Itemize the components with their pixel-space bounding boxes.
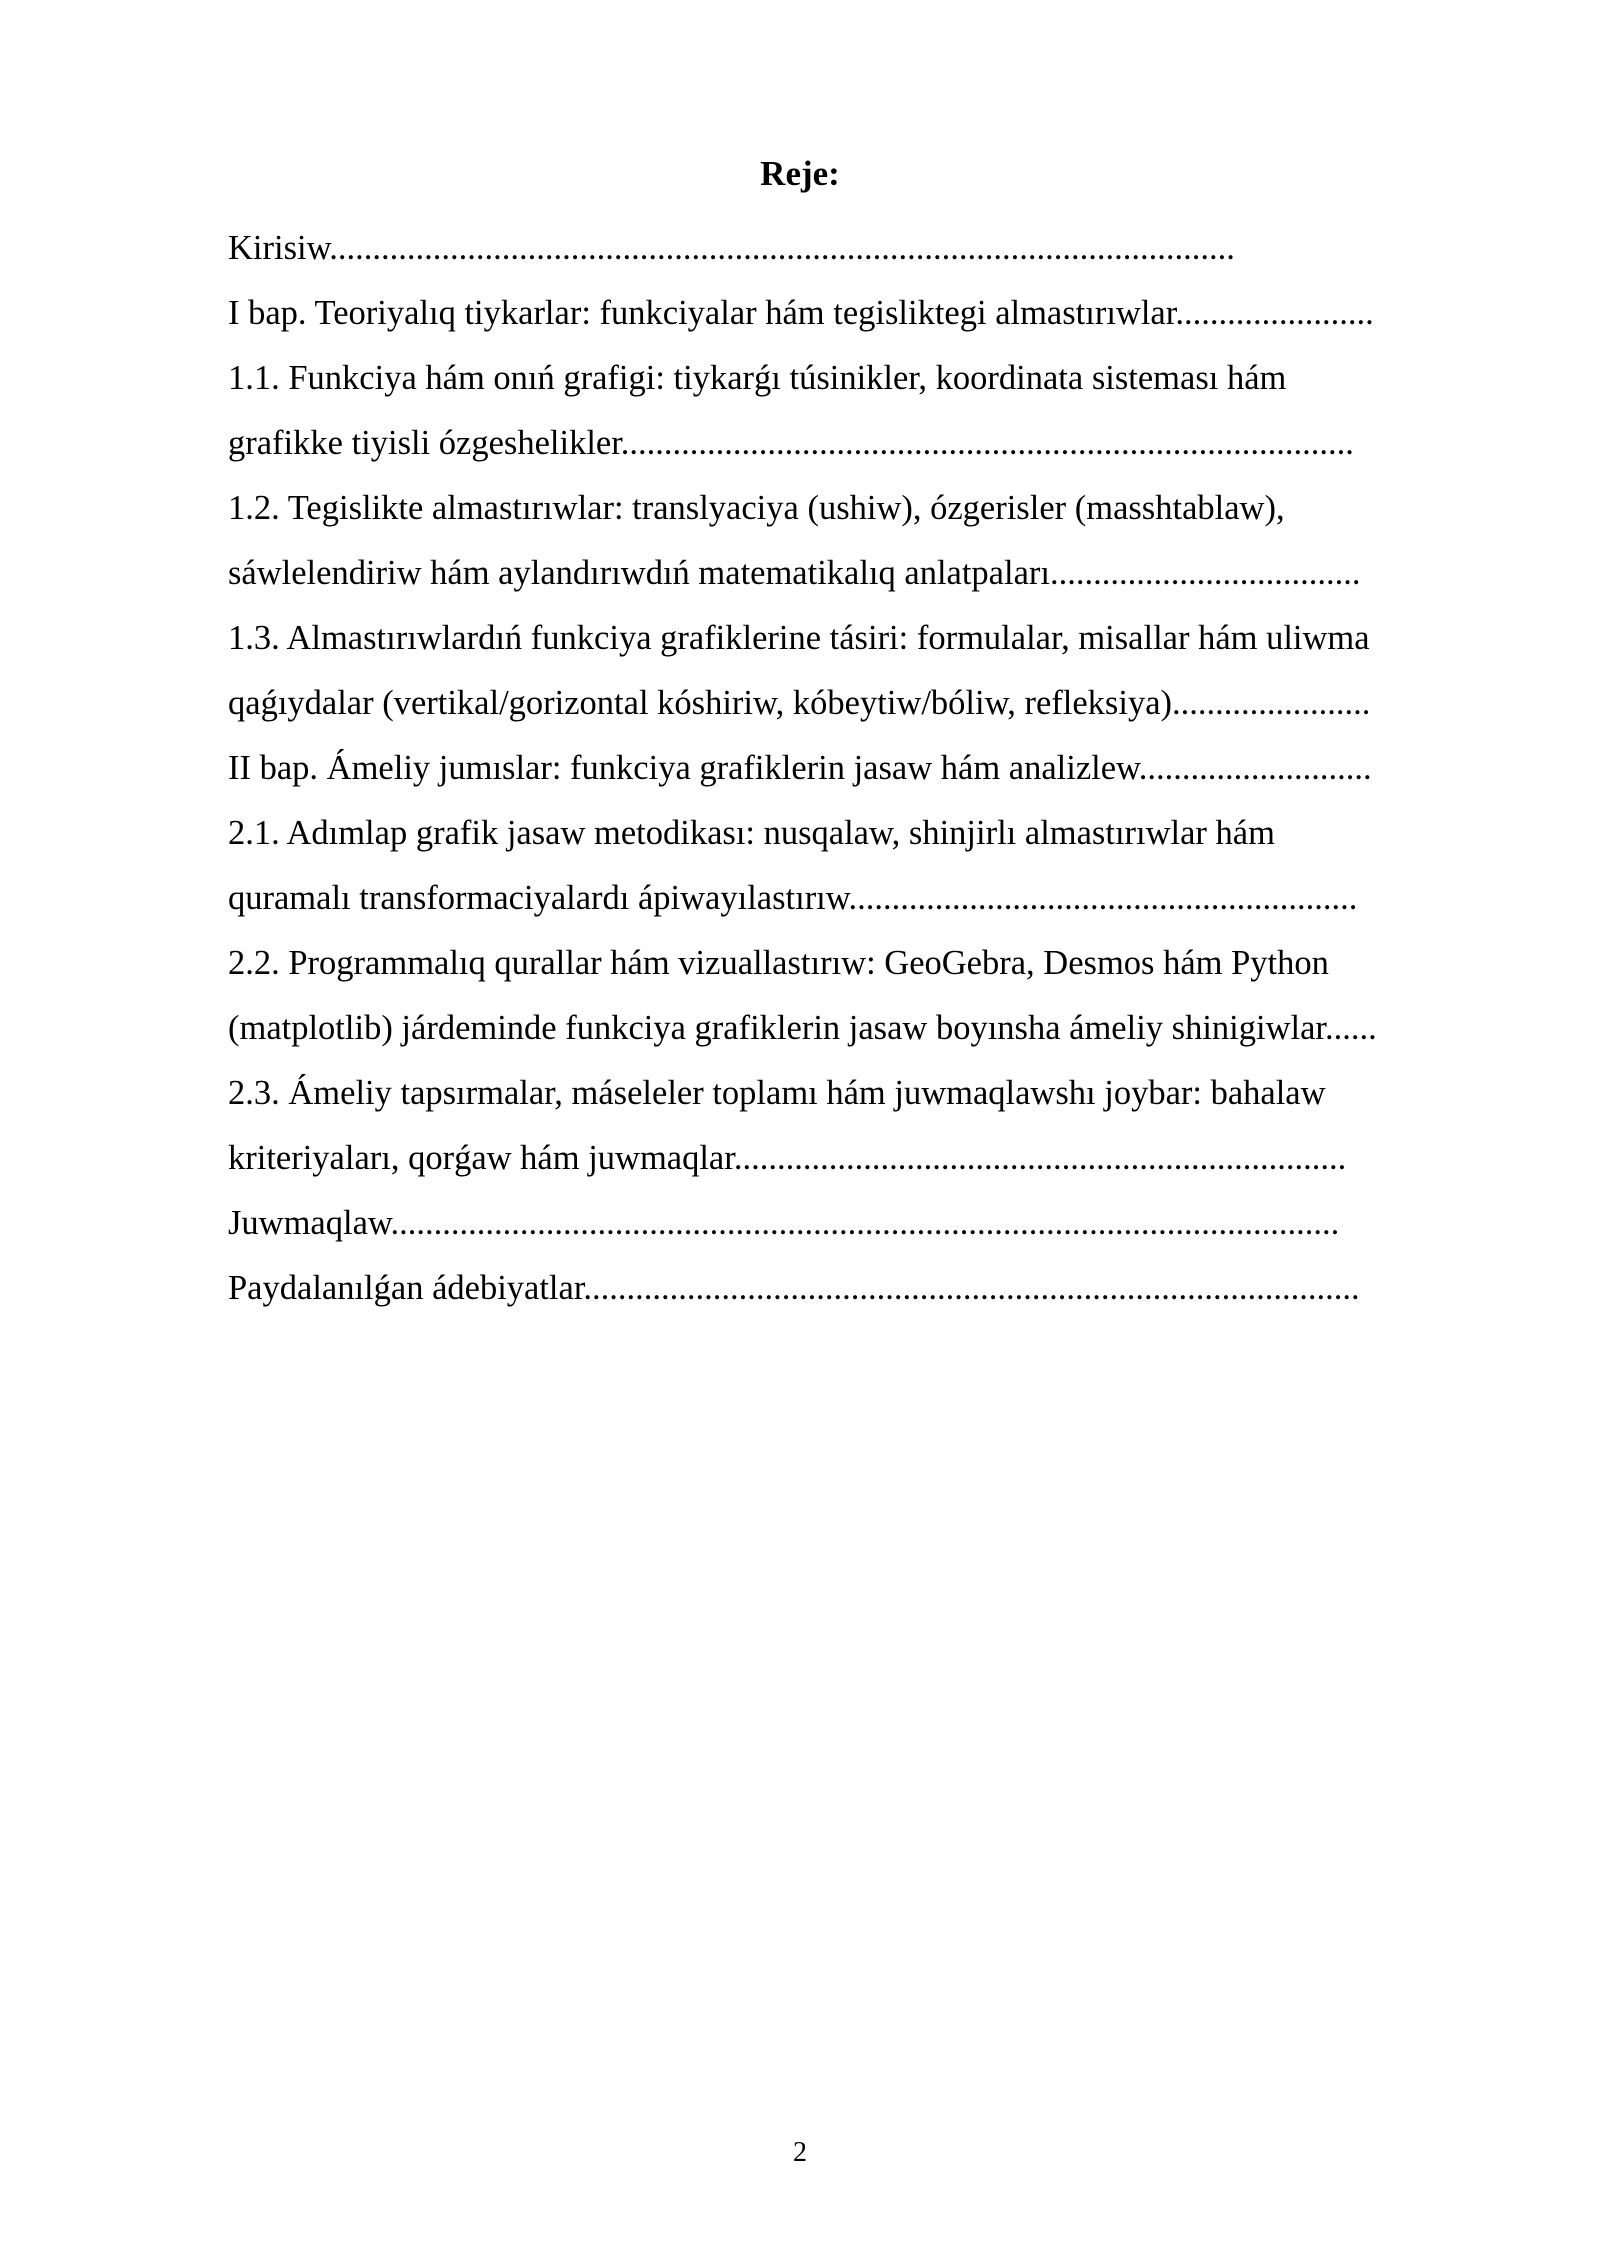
toc-line-section-1-3-cont: qaǵıydalar (vertikal/gorizontal kóshiriw, kóbeytiw/bóliw, refleksiya)....................... bbox=[228, 684, 1371, 722]
page-number: 2 bbox=[793, 2137, 807, 2168]
toc-line-references: Paydalanılǵan ádebiyatlar.......................................................................................... bbox=[228, 1269, 1360, 1307]
toc-line-section-1-2-cont: sáwlelendiriw hám aylandırıwdıń matematikalıq anlatpaları.................................... bbox=[228, 554, 1361, 592]
toc-line-section-1-3: 1.3. Almastırıwlardıń funkciya grafiklerine tásiri: formulalar, misallar hám uliwma bbox=[228, 619, 1370, 657]
toc-line-section-2-1: 2.1. Adımlap grafik jasaw metodikası: nusqalaw, shinjirlı almastırıwlar hám bbox=[228, 814, 1275, 852]
table-of-contents bbox=[228, 216, 1480, 1321]
toc-line-section-2-1-cont: quramalı transformaciyalardı ápiwayılastırıw........................................................... bbox=[228, 879, 1358, 917]
toc-line-section-2-3: 2.3. Ámeliy tapsırmalar, máseleler toplamı hám juwmaqlawshı joybar: bahalaw bbox=[228, 1074, 1326, 1112]
page-title: Reje: bbox=[760, 154, 840, 193]
toc-line-conclusion: Juwmaqlaw.............................................................................................................. bbox=[228, 1204, 1340, 1242]
toc-line-section-1-2: 1.2. Tegislikte almastırıwlar: translyaciya (ushiw), ózgerisler (masshtablaw), bbox=[228, 489, 1285, 527]
toc-line-section-2-3-cont: kriteriyaları, qorǵaw hám juwmaqlar....................................................................... bbox=[228, 1139, 1347, 1177]
toc-line-section-2-2-cont: (matplotlib) járdeminde funkciya grafiklerin jasaw boyınsha ámeliy shinigiwlar...... bbox=[228, 1009, 1377, 1047]
toc-line-section-1-1: 1.1. Funkciya hám onıń grafigi: tiykarǵı túsinikler, koordinata sisteması hám bbox=[228, 359, 1287, 397]
toc-line-section-1-1-cont: grafikke tiyisli ózgeshelikler..................................................................................... bbox=[228, 424, 1354, 462]
toc-line-chapter-2: II bap. Ámeliy jumıslar: funkciya grafiklerin jasaw hám analizlew........................... bbox=[228, 749, 1372, 787]
toc-line-chapter-1: I bap. Teoriyalıq tiykarlar: funkciyalar hám tegisliktegi almastırıwlar....................... bbox=[228, 294, 1374, 332]
toc-line-introduction: Kirisiw......................................................................................................... bbox=[228, 229, 1235, 267]
toc-line-section-2-2: 2.2. Programmalıq qurallar hám vizuallastırıw: GeoGebra, Desmos hám Python bbox=[228, 944, 1329, 982]
